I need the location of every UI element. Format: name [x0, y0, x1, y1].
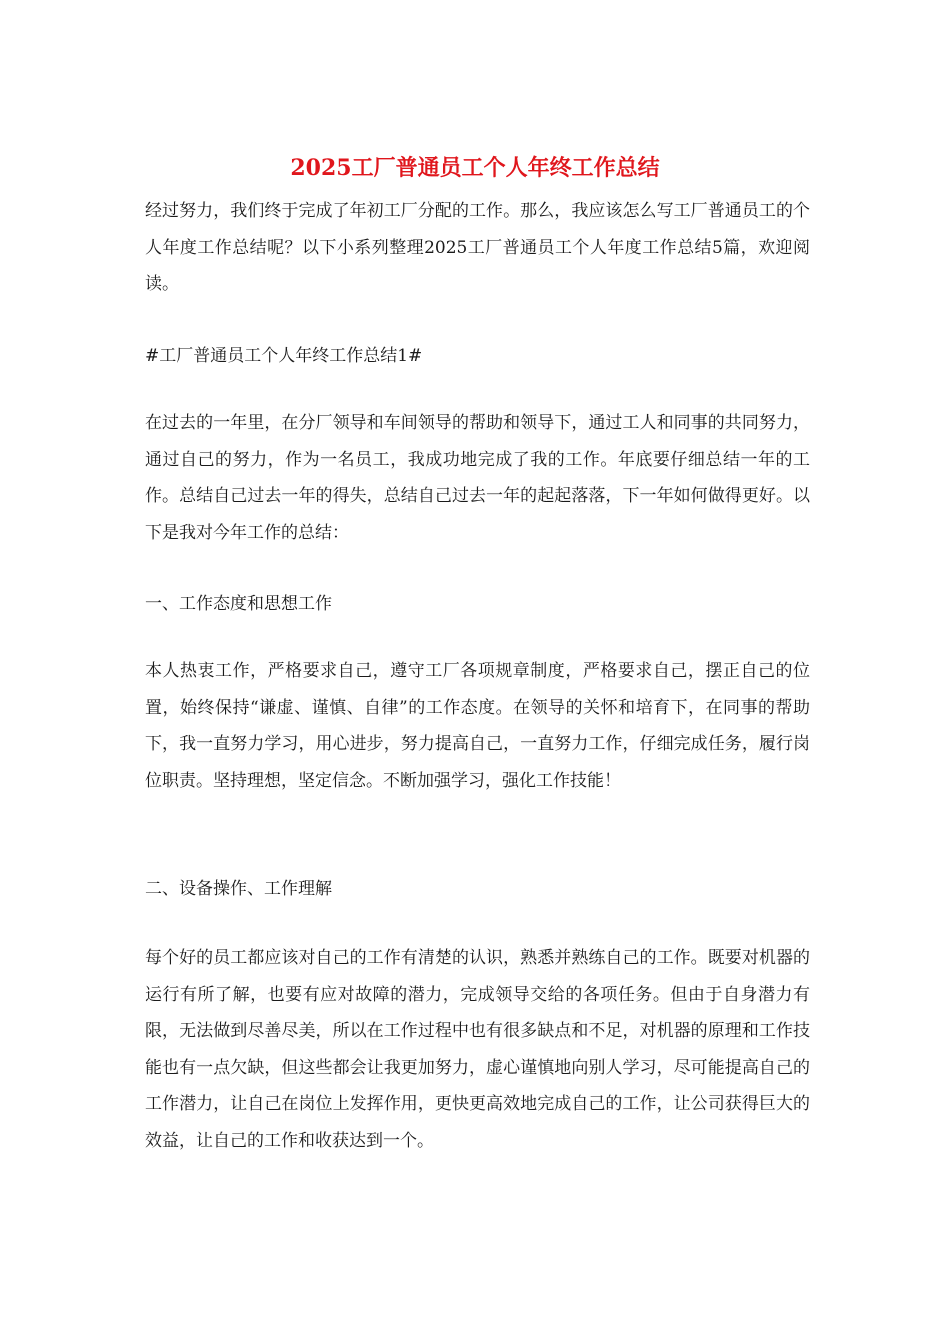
- paragraph-2: 本人热衷工作，严格要求自己，遵守工厂各项规章制度，严格要求自己，摆正自己的位置，始终保持“谦虚、谨慎、自律”的工作态度。在领导的关怀和培育下，在同事的帮助下，我一直努力学习，用心进步，努力提高自己，一直努力工作，仔细完成任务，履行岗位职责。坚持理想，坚定信念。不断加强学习，强化工作技能！: [145, 661, 810, 791]
- heading-work-attitude: 一、工作态度和思想工作: [145, 594, 332, 614]
- section-marker: #工厂普通员工个人年终工作总结1#: [145, 346, 423, 366]
- heading-equipment-operation: 二、设备操作、工作理解: [145, 879, 332, 899]
- document-title: 2025工厂普通员工个人年终工作总结: [290, 155, 660, 181]
- intro-paragraph: 经过努力，我们终于完成了年初工厂分配的工作。那么，我应该怎么写工厂普通员工的个人年度工作总结呢？以下小系列整理2025工厂普通员工个人年度工作总结5篇，欢迎阅读。: [145, 201, 810, 294]
- paragraph-1: 在过去的一年里，在分厂领导和车间领导的帮助和领导下，通过工人和同事的共同努力，通过自己的努力，作为一名员工，我成功地完成了我的工作。年底要仔细总结一年的工作。总结自己过去一年的得失，总结自己过去一年的起起落落，下一年如何做得更好。以下是我对今年工作的总结：: [145, 413, 810, 543]
- paragraph-3: 每个好的员工都应该对自己的工作有清楚的认识，熟悉并熟练自己的工作。既要对机器的运行有所了解，也要有应对故障的潜力，完成领导交给的各项任务。但由于自身潜力有限，无法做到尽善尽美，所以在工作过程中也有很多缺点和不足，对机器的原理和工作技能也有一点欠缺，但这些都会让我更加努力，虚心谨慎地向别人学习，尽可能提高自己的工作潜力，让自己在岗位上发挥作用，更快更高效地完成自己的工作，让公司获得巨大的效益，让自己的工作和收获达到一个。: [145, 948, 810, 1151]
